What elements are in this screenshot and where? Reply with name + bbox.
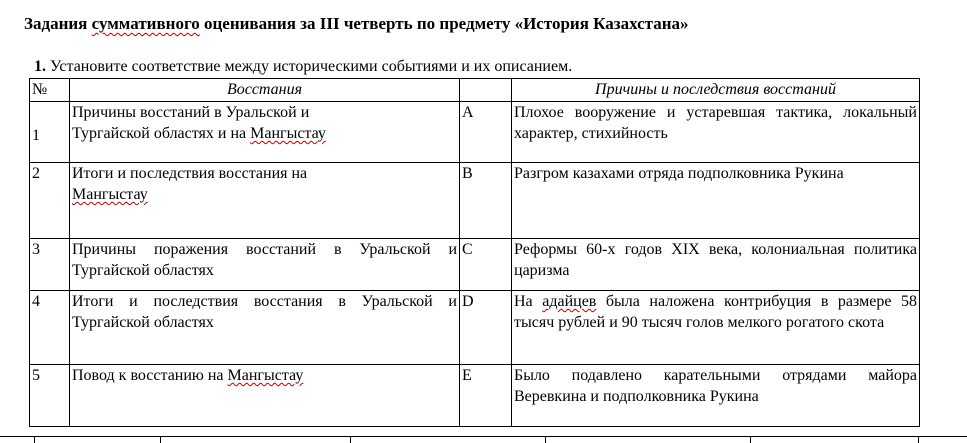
header-letter <box>460 79 512 102</box>
letter-cell: B <box>460 163 512 239</box>
task-number: 1. <box>34 58 46 75</box>
letter-cell: D <box>460 291 512 365</box>
spellcheck-word: Мангыстау <box>72 186 148 203</box>
event-text: Тургайской областях и на <box>72 125 251 142</box>
event-text: Причины восстаний в Уральской и <box>72 104 310 121</box>
letter-cell: C <box>460 239 512 291</box>
event-cell <box>70 365 460 427</box>
title-spellcheck-word: суммативного <box>91 14 200 33</box>
cause-cell: Плохое вооружение и устаревшая тактика, локальный характер, стихийность <box>512 102 920 163</box>
task-instruction <box>34 58 572 76</box>
row-number: 4 <box>30 291 70 365</box>
event-cell <box>70 102 460 163</box>
table-divider <box>160 437 161 443</box>
spellcheck-word: Мангыстау <box>250 125 326 142</box>
table-divider <box>34 437 35 443</box>
document-title <box>24 14 689 34</box>
matching-table <box>29 78 920 427</box>
header-causes: Причины и последствия восстаний <box>512 79 920 102</box>
row-number: 1 <box>30 102 70 163</box>
task-text: Установите соответствие между историческими событиями и их описанием. <box>46 58 573 75</box>
table-row <box>30 163 920 239</box>
cause-cell <box>512 291 920 365</box>
table-row <box>30 365 920 427</box>
row-number: 5 <box>30 365 70 427</box>
spellcheck-word: Мангыстау <box>227 367 304 384</box>
header-num: № <box>30 79 70 102</box>
event-cell: Причины поражения восстаний в Уральской и Тургайской областях <box>70 239 460 291</box>
letter-cell: A <box>460 102 512 163</box>
spellcheck-word: адайцев <box>542 293 597 310</box>
table-divider <box>750 437 751 443</box>
cause-text: была наложена контрибуция в размере 58 тысяч рублей и 90 тысяч голов мелкого рогатого скота <box>514 293 918 331</box>
letter-cell: E <box>460 365 512 427</box>
title-text-end: оценивания за III четверть по предмету «История Казахстана» <box>199 14 689 33</box>
row-number: 3 <box>30 239 70 291</box>
table-header-row <box>30 79 920 102</box>
header-events: Восстания <box>70 79 460 102</box>
title-text-start: Задания <box>24 14 92 33</box>
cause-cell: Разгром казахами отряда подполковника Рукина <box>512 163 920 239</box>
table-row <box>30 239 920 291</box>
table-divider <box>918 437 919 443</box>
table-divider <box>545 437 546 443</box>
event-text: Итоги и последствия восстания на <box>72 165 308 182</box>
table-row <box>30 291 920 365</box>
event-text: Повод к восстанию на <box>72 367 228 384</box>
cause-cell: Реформы 60-х годов XIX века, колониальная политика царизма <box>512 239 920 291</box>
table-divider <box>350 437 351 443</box>
table-row <box>30 102 920 163</box>
event-cell: Итоги и последствия восстания в Уральской и Тургайской областях <box>70 291 460 365</box>
row-number: 2 <box>30 163 70 239</box>
event-cell <box>70 163 460 239</box>
cause-text: На <box>514 293 543 310</box>
cause-cell: Было подавлено карательными отрядами майора Веревкина и подполковника Рукина <box>512 365 920 427</box>
